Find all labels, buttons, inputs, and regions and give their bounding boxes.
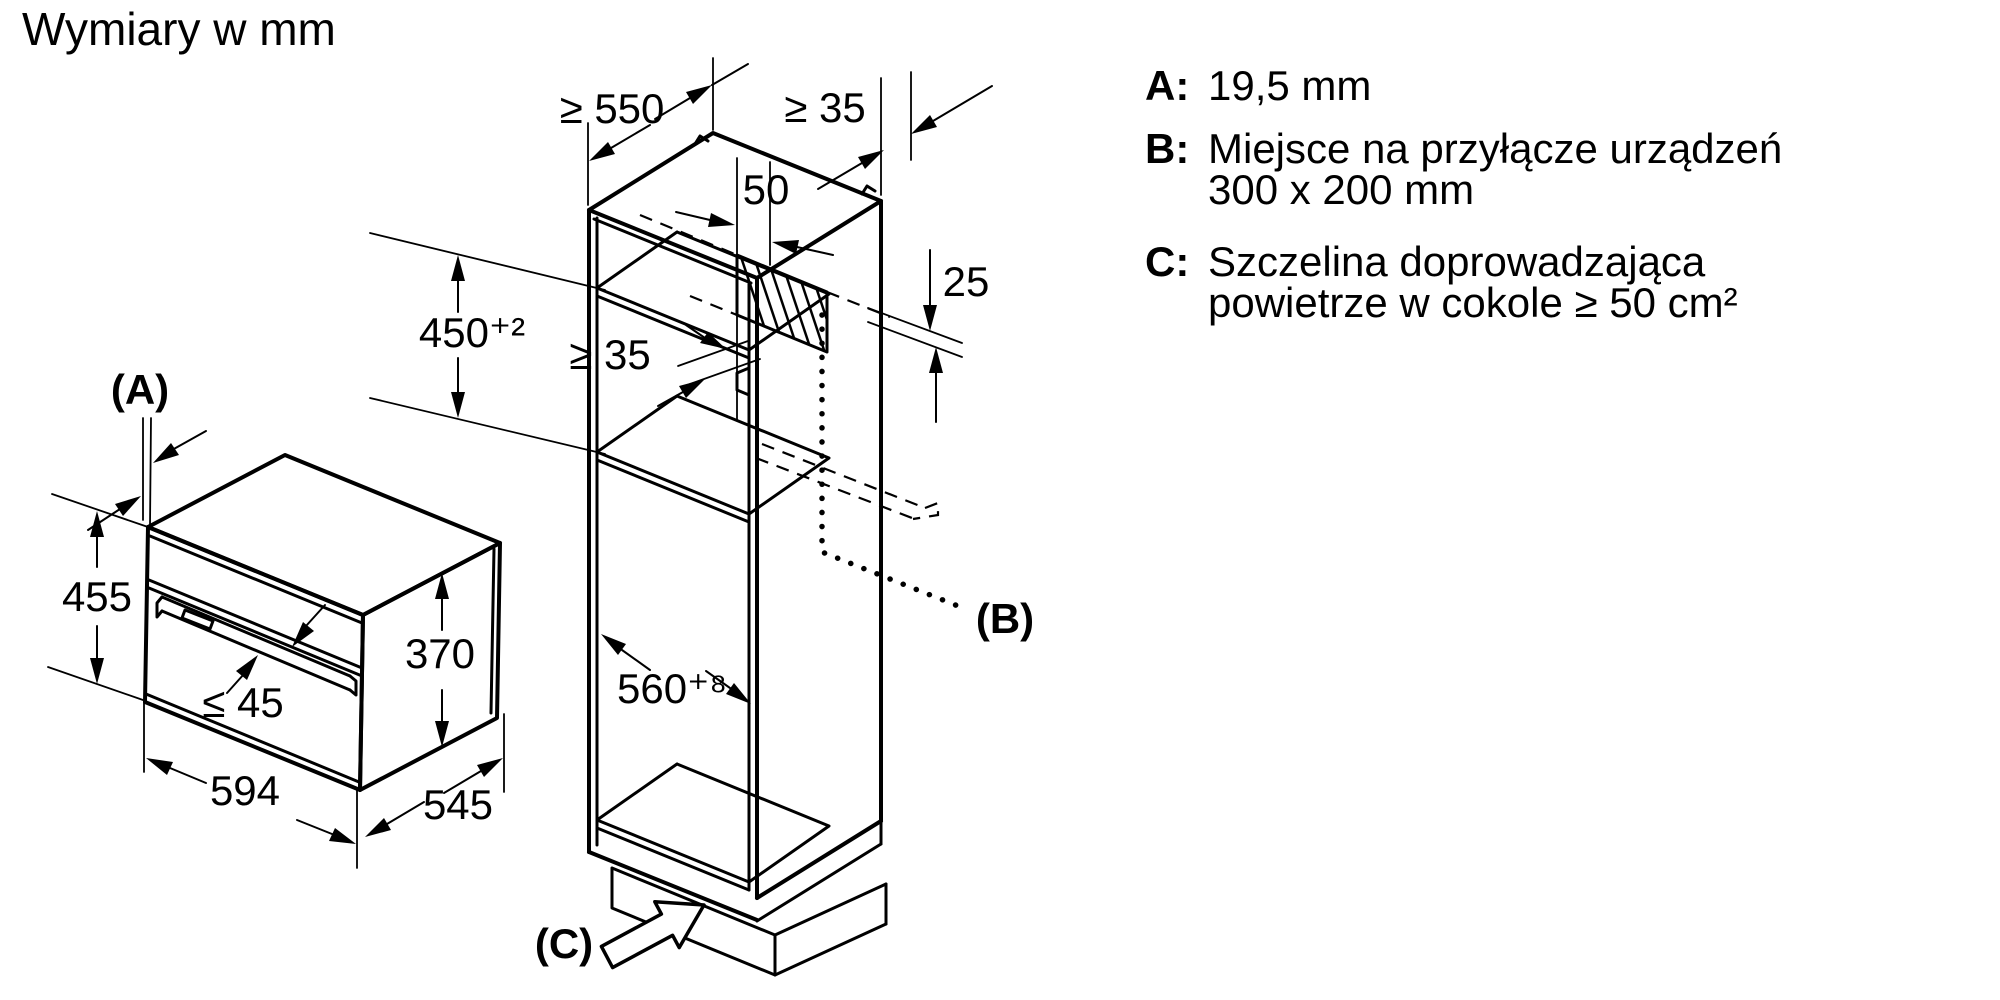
airflow-arrow-icon xyxy=(601,902,704,968)
legend-value-b-line2: 300 x 200 mm xyxy=(1208,166,1475,213)
legend-item-b xyxy=(1145,125,1782,213)
dim-oven-width xyxy=(144,702,357,868)
dim-label-niche-width: 560⁺⁸ xyxy=(617,665,727,712)
dim-label-top-rear-gap: ≥ 35 xyxy=(784,84,866,131)
dim-oven-height xyxy=(48,494,148,700)
label-plinth-vent-c: (C) xyxy=(534,920,594,967)
dim-label-niche-height: 450⁺² xyxy=(418,309,526,356)
dim-niche-width xyxy=(601,634,751,712)
dim-connection-gap xyxy=(868,250,989,422)
dim-label-cabinet-depth: ≥ 550 xyxy=(559,85,665,132)
legend-value-b-line1: Miejsce na przyłącze urządzeń xyxy=(1208,125,1783,172)
legend-value-c-line1: Szczelina doprowadzająca xyxy=(1208,238,1706,285)
connection-leader xyxy=(822,315,1034,642)
dim-label-oven-body-height: 370 xyxy=(404,630,476,677)
legend-item-c xyxy=(1145,238,1738,326)
legend-key-b: B: xyxy=(1145,125,1190,172)
dim-label-rear-gap: ≥ 35 xyxy=(569,331,651,378)
oven-drawing xyxy=(48,366,504,868)
dim-label-connection-gap: 25 xyxy=(942,258,990,305)
dim-label-oven-depth: 545 xyxy=(422,781,494,828)
legend-key-a: A: xyxy=(1145,62,1190,109)
legend-item-a xyxy=(1145,62,1371,109)
page-title: Wymiary w mm xyxy=(22,3,336,55)
dim-label-handle-depth: ≤ 45 xyxy=(202,679,284,726)
oven-body-lines xyxy=(145,455,500,790)
dim-label-oven-width: 594 xyxy=(209,767,281,814)
cabinet-drawing xyxy=(370,58,1034,975)
label-connection-b: (B) xyxy=(975,595,1035,642)
dim-label-oven-overhang: (A) xyxy=(110,366,170,413)
dim-oven-body-height xyxy=(405,573,475,747)
legend-value-c-line2: powietrze w cokole ≥ 50 cm² xyxy=(1208,279,1738,326)
hidden-dashed-lines xyxy=(640,215,938,519)
legend-value-a: 19,5 mm xyxy=(1208,62,1372,109)
dim-label-oven-height: 455 xyxy=(61,573,133,620)
dim-cabinet-depth xyxy=(560,58,748,205)
legend xyxy=(1145,62,1782,326)
legend-key-c: C: xyxy=(1145,238,1190,285)
dim-label-connection-offset: 50 xyxy=(742,166,790,213)
